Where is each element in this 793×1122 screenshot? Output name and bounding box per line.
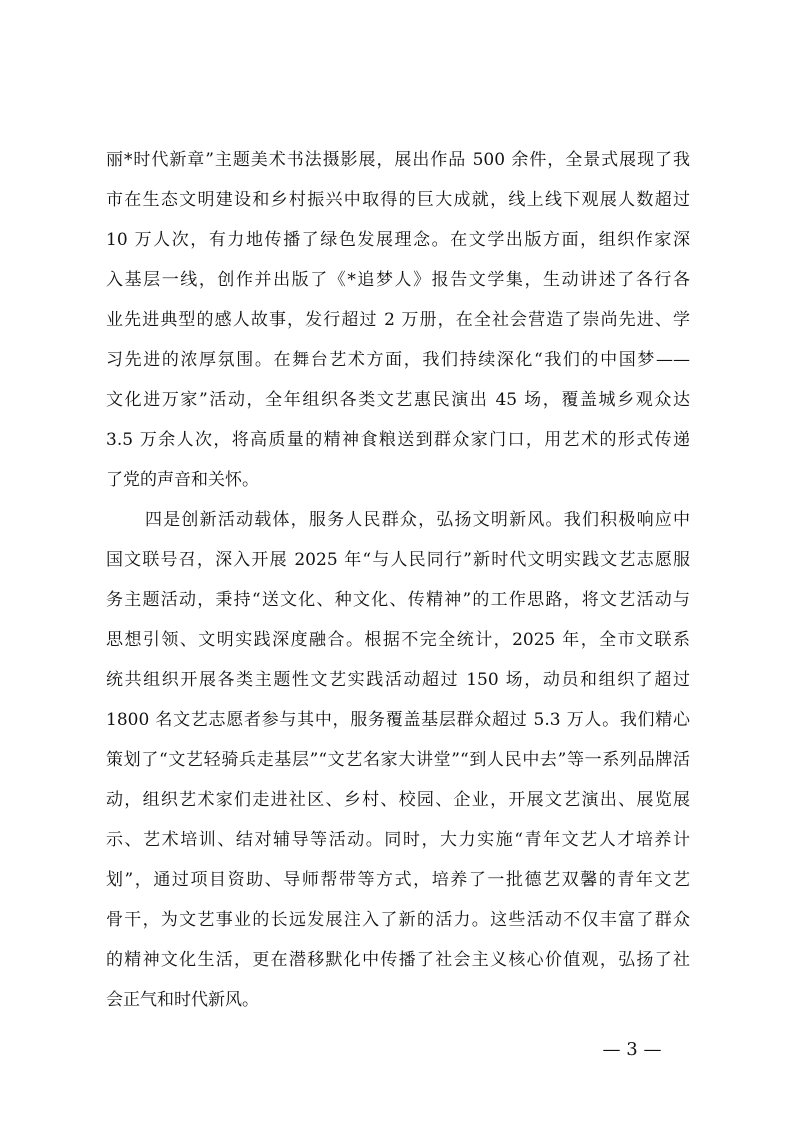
text-line: 业先进典型的感人故事，发行超过 2 万册，在全社会营造了崇尚先进、学 [106, 310, 690, 330]
text-line: 思想引领、文明实践深度融合。根据不完全统计，2025 年，全市文联系 [106, 630, 690, 650]
text-line: 1800 名文艺志愿者参与其中，服务覆盖基层群众超过 5.3 万人。我们精心 [106, 710, 690, 730]
text-line: 丽*时代新章”主题美术书法摄影展，展出作品 500 余件，全景式展现了我 [106, 150, 690, 170]
text-line: 文化进万家”活动，全年组织各类文艺惠民演出 45 场，覆盖城乡观众达 [106, 390, 690, 410]
text-line: 习先进的浓厚氛围。在舞台艺术方面，我们持续深化“我们的中国梦—— [106, 350, 690, 370]
text-line: 示、艺术培训、结对辅导等活动。同时，大力实施“青年文艺人才培养计 [106, 830, 690, 850]
paragraph-2 [106, 500, 690, 1020]
document-body [106, 140, 690, 1020]
text-line: 务主题活动，秉持“送文化、种文化、传精神”的工作思路，将文艺活动与 [106, 590, 690, 610]
text-line: 市在生态文明建设和乡村振兴中取得的巨大成就，线上线下观展人数超过 [106, 190, 690, 210]
text-line: 四是创新活动载体，服务人民群众，弘扬文明新风。我们积极响应中 [145, 510, 690, 530]
text-line: 国文联号召，深入开展 2025 年“与人民同行”新时代文明实践文艺志愿服 [106, 550, 690, 570]
text-line: 骨干，为文艺事业的长远发展注入了新的活力。这些活动不仅丰富了群众 [106, 910, 690, 930]
page-number: — 3 — [602, 1039, 662, 1060]
paragraph-1 [106, 140, 690, 500]
text-line: 动，组织艺术家们走进社区、乡村、校园、企业，开展文艺演出、展览展 [106, 790, 690, 810]
text-line: 了党的声音和关怀。 [106, 470, 259, 490]
text-line: 的精神文化生活，更在潜移默化中传播了社会主义核心价值观，弘扬了社 [106, 950, 690, 970]
text-line: 10 万人次，有力地传播了绿色发展理念。在文学出版方面，组织作家深 [106, 230, 690, 250]
text-line: 策划了“文艺轻骑兵走基层”“文艺名家大讲堂”“到人民中去”等一系列品牌活 [106, 750, 690, 770]
text-line: 入基层一线，创作并出版了《*追梦人》报告文学集，生动讲述了各行各 [106, 270, 690, 290]
text-line: 统共组织开展各类主题性文艺实践活动超过 150 场，动员和组织了超过 [106, 670, 690, 690]
text-line: 划”，通过项目资助、导师帮带等方式，培养了一批德艺双馨的青年文艺 [106, 870, 690, 890]
text-line: 会正气和时代新风。 [106, 990, 259, 1010]
text-line: 3.5 万余人次，将高质量的精神食粮送到群众家门口，用艺术的形式传递 [106, 430, 690, 450]
